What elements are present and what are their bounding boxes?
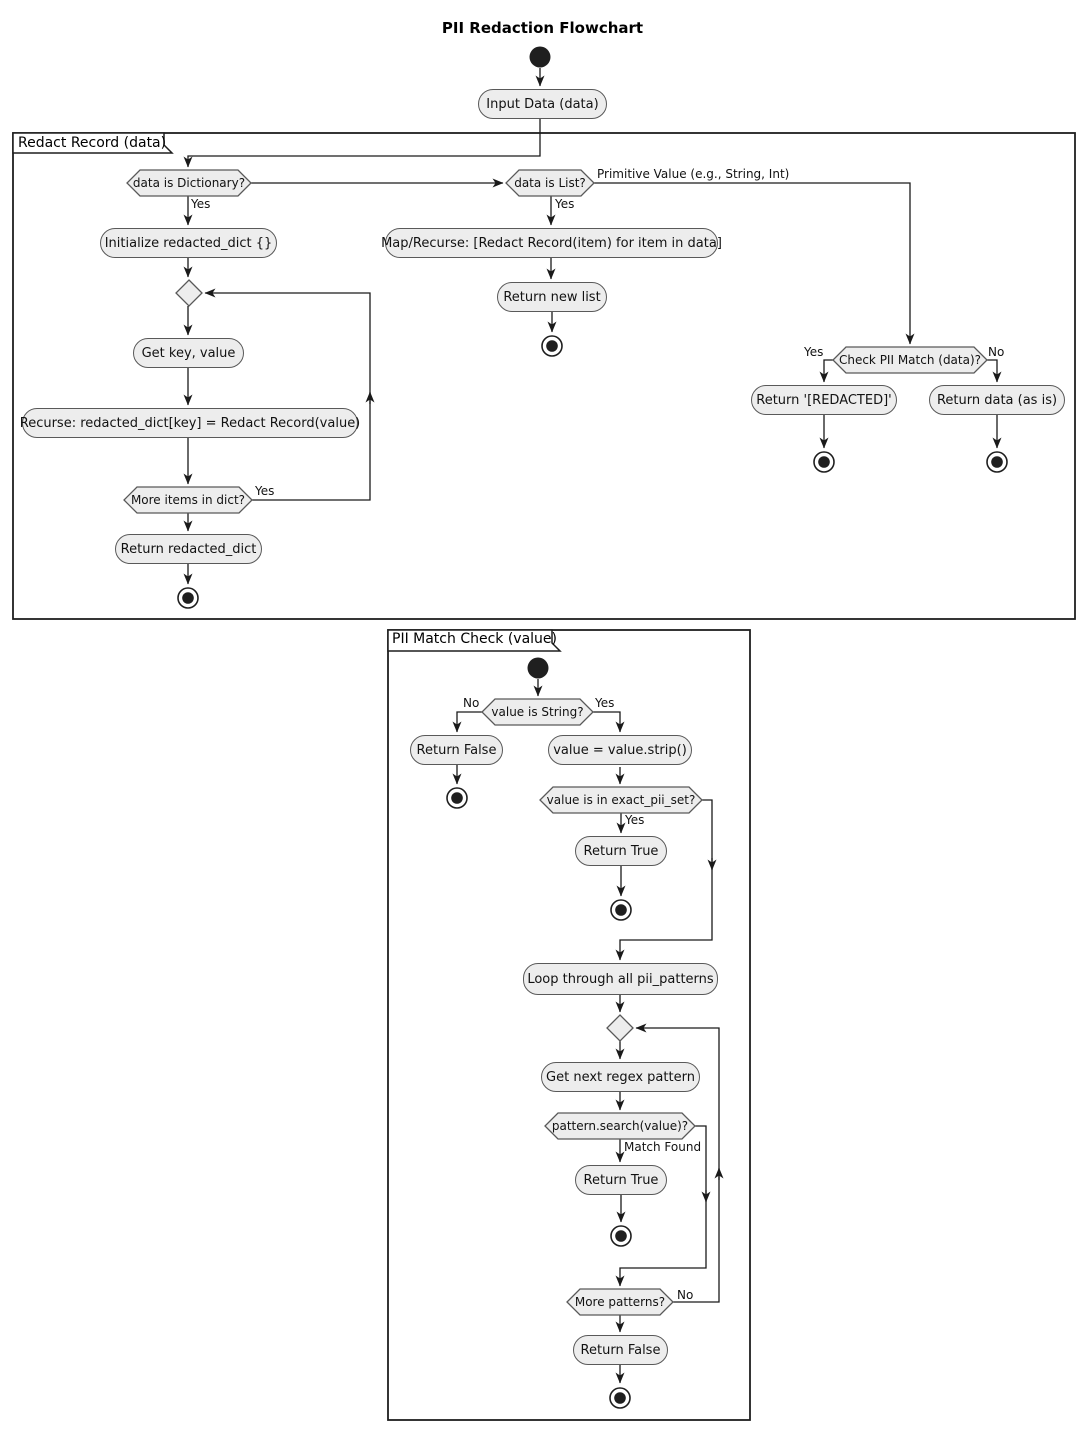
- node-return-redacted-dict: Return redacted_dict: [115, 534, 262, 564]
- edge-label-primitive-value: Primitive Value (e.g., String, Int): [597, 167, 790, 181]
- node-recurse-redacted-dict: Recurse: redacted_dict[key] = Redact Record(value): [22, 408, 358, 438]
- edge-label-list-yes: Yes: [555, 197, 575, 211]
- node-return-redacted: Return '[REDACTED]': [751, 385, 897, 415]
- decision-more-items-in-dict: More items in dict?: [130, 493, 246, 507]
- edge-label-exact-yes: Yes: [625, 813, 645, 827]
- node-return-true-exact: Return True: [575, 836, 667, 866]
- decision-data-is-list: data is List?: [514, 176, 586, 190]
- node-return-new-list: Return new list: [497, 282, 607, 312]
- partition-label-pii-match-check: PII Match Check (value): [392, 631, 557, 647]
- edge-label-check-no: No: [988, 345, 1005, 359]
- edge-label-string-no: No: [463, 696, 480, 710]
- decision-value-in-exact-pii-set: value is in exact_pii_set?: [546, 793, 696, 807]
- node-get-next-regex: Get next regex pattern: [541, 1062, 700, 1092]
- decision-value-is-string: value is String?: [491, 705, 584, 719]
- edge-label-check-yes: Yes: [804, 345, 824, 359]
- edge-label-match-found: Match Found: [624, 1140, 702, 1154]
- node-get-key-value: Get key, value: [133, 338, 244, 368]
- edge-label-dict-yes: Yes: [191, 197, 211, 211]
- edge-label-more-patterns-no: No: [677, 1288, 694, 1302]
- node-input-data: Input Data (data): [478, 89, 607, 119]
- decision-check-pii-match: Check PII Match (data)?: [838, 353, 982, 367]
- decision-pattern-search: pattern.search(value)?: [551, 1119, 689, 1133]
- edge-label-string-yes: Yes: [595, 696, 615, 710]
- diagram-title: PII Redaction Flowchart: [441, 19, 644, 37]
- node-return-data-as-is: Return data (as is): [929, 385, 1065, 415]
- node-return-false-patterns: Return False: [573, 1335, 668, 1365]
- node-return-false-string: Return False: [410, 735, 503, 765]
- partition-frames: [13, 133, 1075, 1420]
- edge-label-more-items-yes: Yes: [255, 484, 275, 498]
- partition-label-redact-record: Redact Record (data): [18, 135, 167, 151]
- node-loop-pii-patterns: Loop through all pii_patterns: [523, 963, 718, 995]
- node-map-recurse: Map/Recurse: [Redact Record(item) for item in data]: [385, 228, 718, 258]
- node-initialize-redacted-dict: Initialize redacted_dict {}: [100, 228, 277, 258]
- decision-data-is-dictionary: data is Dictionary?: [132, 176, 246, 190]
- node-value-strip: value = value.strip(): [548, 735, 692, 765]
- node-return-true-match: Return True: [575, 1165, 667, 1195]
- decision-more-patterns: More patterns?: [574, 1295, 666, 1309]
